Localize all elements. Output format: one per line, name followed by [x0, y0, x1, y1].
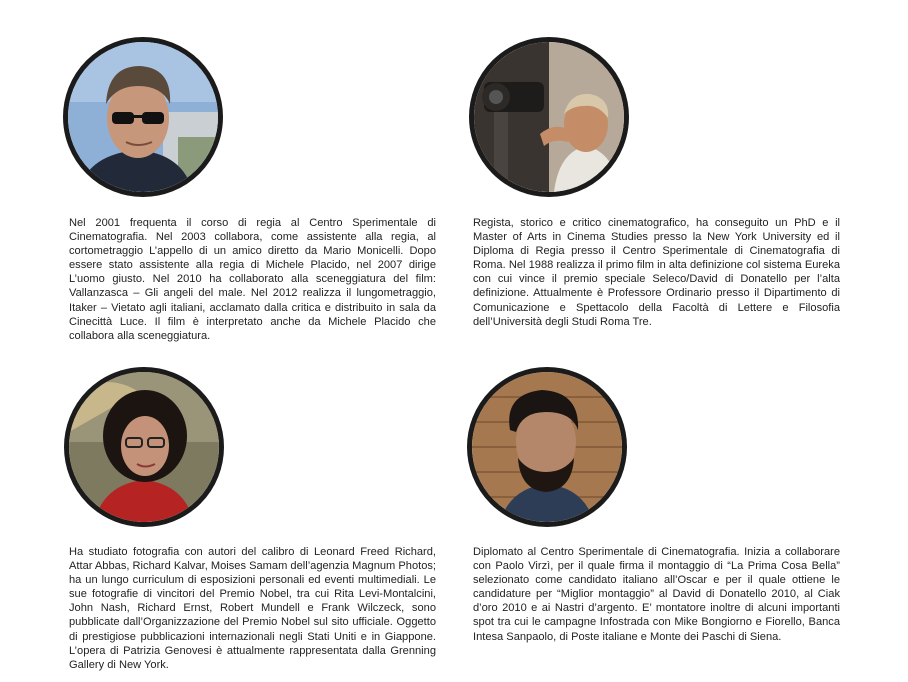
portrait-photo-toni-trupia — [63, 37, 223, 197]
biography-text: Diplomato al Centro Sperimentale di Cinematografia. Inizia a collaborare con Paolo Virzì, per il quale firma il montaggio di “La Prima Cosa Bella” selezionato come candidato italiano all’Oscar e per il quale ottiene le candidature per “Miglior montaggio” al David di Donatello 2010, al Ciak d’oro 2010 e ai Nastri d’argento. E’ montatore inoltre di alcuni importanti spot tra cui le campagne Infostrada con Mike Bongiorno e Fiorello, Banca Intesa Sanpaolo, di Poste italiane e Monte dei Paschi di Siena. — [473, 546, 840, 643]
portrait-photo-vito-zagarrio — [469, 37, 629, 197]
portrait-photo-simone-manetti — [467, 367, 627, 527]
portrait-photo-patrizia-genovesi — [64, 367, 224, 527]
biography-text: Regista, storico e critico cinematografico, ha conseguito un PhD e il Master of Arts in Cinema Studies presso la New York University ed il Diploma di Regia presso il Centro Sperimentale di Cinematografia di Roma. Nel 1988 realizza il primo film in alta definizione col sistema Eureka con cui vince il premio speciale Seleco/David di Donatello per l’alta definizione. Attualmente è Professore Ordinario presso il Dipartimento di Comunicazione e Spettacolo della Facoltà di Lettere e Filosofia dell’Università degli Studi Roma Tre. — [473, 217, 840, 328]
biography-text: Ha studiato fotografia con autori del calibro di Leonard Freed Richard, Attar Abbas, Richard Kalvar, Moises Samam dell’agenzia Magnum Photos; ha un lungo curriculum di esposizioni personali ed eventi multimediali. Le sue fotografie di vincitori del Premio Nobel, tra cui Rita Levi-Montalcini, John Nash, Richard Ernst, Robert Mundell e Frank Wilczeck, sono pubblicate dall’Organizzazione del Premio Nobel sul sito ufficiale. Oggetto di prestigiose pubblicazioni internazionali negli Stati Uniti e in Giappone. L’opera di Patrizia Genovesi è attualmente rappresentata dalla Grenning Gallery di New York. — [69, 546, 436, 671]
biography-text: Nel 2001 frequenta il corso di regia al Centro Sperimentale di Cinematografia. Nel 2003 collabora, come assistente alla regia, al cortometraggio L’appello di un amico diretto da Mario Monicelli. Dopo essere stato assistente alla regia di Michele Placido, nel 2007 dirige L’uomo giusto. Nel 2010 ha collaborato alla sceneggiatura del film: Vallanzasca – Gli angeli del male. Nel 2012 realizza il lungometraggio, Itaker – Vietato agli italiani, acclamato dalla critica e distribuito in sala da Cinecittà Luce. Il film è interpretato anche da Michele Placido che collabora alla sceneggiatura. — [69, 217, 436, 342]
